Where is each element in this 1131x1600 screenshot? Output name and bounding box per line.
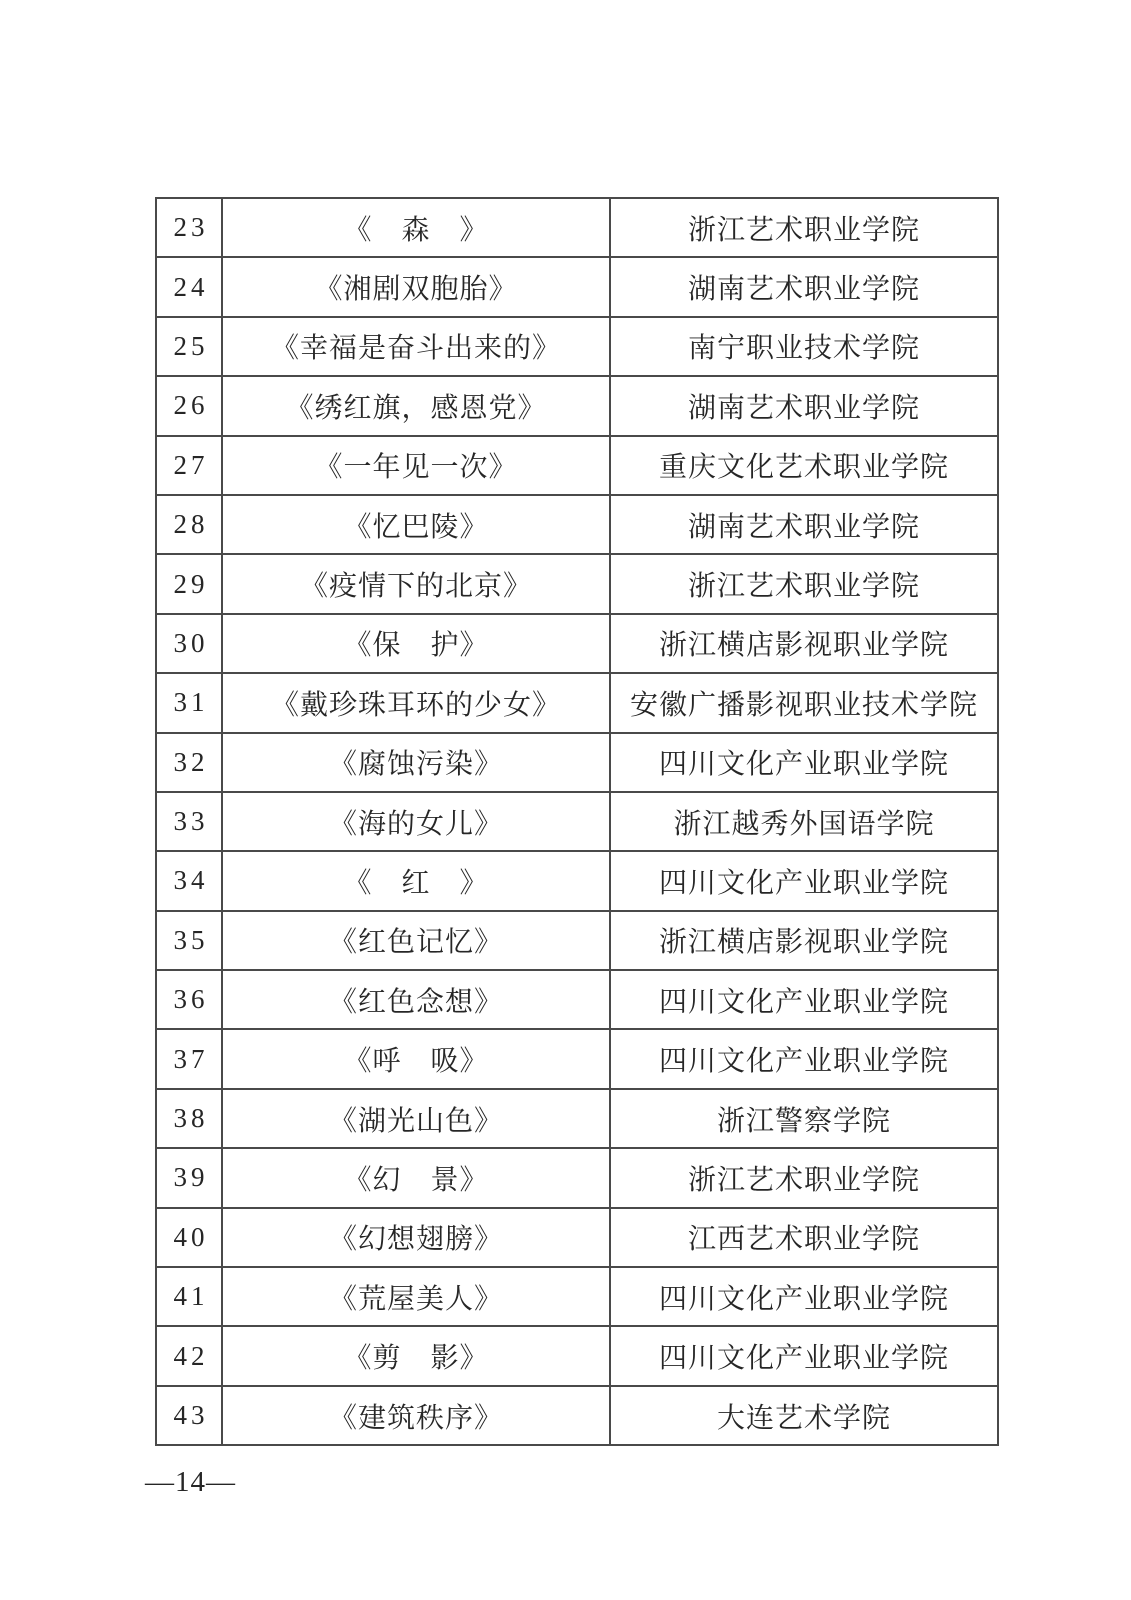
table-row (156, 851, 998, 910)
row-number-cell: 25 (156, 317, 222, 376)
work-title-cell: 《幸福是奋斗出来的》 (222, 317, 610, 376)
row-number-cell: 33 (156, 792, 222, 851)
institution-cell: 四川文化产业职业学院 (610, 1267, 998, 1326)
institution-cell: 浙江艺术职业学院 (610, 1148, 998, 1207)
institution-cell: 南宁职业技术学院 (610, 317, 998, 376)
institution-cell: 浙江警察学院 (610, 1089, 998, 1148)
page-number: —14— (145, 1466, 236, 1498)
works-table (155, 197, 999, 1446)
work-title-cell: 《湘剧双胞胎》 (222, 257, 610, 316)
work-title-cell: 《红色念想》 (222, 970, 610, 1029)
row-number-cell: 30 (156, 614, 222, 673)
table-row (156, 1089, 998, 1148)
institution-cell: 四川文化产业职业学院 (610, 970, 998, 1029)
row-number-cell: 39 (156, 1148, 222, 1207)
row-number-cell: 40 (156, 1208, 222, 1267)
work-title-cell: 《呼 吸》 (222, 1029, 610, 1088)
institution-cell: 湖南艺术职业学院 (610, 376, 998, 435)
institution-cell: 四川文化产业职业学院 (610, 1326, 998, 1385)
table-row (156, 614, 998, 673)
table-row (156, 1208, 998, 1267)
work-title-cell: 《戴珍珠耳环的少女》 (222, 673, 610, 732)
row-number-cell: 28 (156, 495, 222, 554)
institution-cell: 湖南艺术职业学院 (610, 495, 998, 554)
table-row (156, 1386, 998, 1445)
table-row (156, 1148, 998, 1207)
work-title-cell: 《 森 》 (222, 198, 610, 257)
row-number-cell: 37 (156, 1029, 222, 1088)
row-number-cell: 35 (156, 911, 222, 970)
work-title-cell: 《荒屋美人》 (222, 1267, 610, 1326)
table-row (156, 1326, 998, 1385)
work-title-cell: 《保 护》 (222, 614, 610, 673)
row-number-cell: 38 (156, 1089, 222, 1148)
table-row (156, 733, 998, 792)
institution-cell: 四川文化产业职业学院 (610, 1029, 998, 1088)
row-number-cell: 29 (156, 554, 222, 613)
work-title-cell: 《红色记忆》 (222, 911, 610, 970)
row-number-cell: 42 (156, 1326, 222, 1385)
table-row (156, 792, 998, 851)
work-title-cell: 《腐蚀污染》 (222, 733, 610, 792)
table-row (156, 198, 998, 257)
table-row (156, 1267, 998, 1326)
institution-cell: 浙江艺术职业学院 (610, 554, 998, 613)
institution-cell: 浙江横店影视职业学院 (610, 614, 998, 673)
table-row (156, 1029, 998, 1088)
work-title-cell: 《幻想翅膀》 (222, 1208, 610, 1267)
institution-cell: 大连艺术学院 (610, 1386, 998, 1445)
table-row (156, 257, 998, 316)
row-number-cell: 32 (156, 733, 222, 792)
row-number-cell: 41 (156, 1267, 222, 1326)
institution-cell: 四川文化产业职业学院 (610, 851, 998, 910)
institution-cell: 浙江横店影视职业学院 (610, 911, 998, 970)
table-row (156, 554, 998, 613)
work-title-cell: 《湖光山色》 (222, 1089, 610, 1148)
institution-cell: 江西艺术职业学院 (610, 1208, 998, 1267)
work-title-cell: 《绣红旗，感恩党》 (222, 376, 610, 435)
work-title-cell: 《建筑秩序》 (222, 1386, 610, 1445)
work-title-cell: 《幻 景》 (222, 1148, 610, 1207)
table-row (156, 317, 998, 376)
row-number-cell: 23 (156, 198, 222, 257)
work-title-cell: 《疫情下的北京》 (222, 554, 610, 613)
institution-cell: 浙江越秀外国语学院 (610, 792, 998, 851)
work-title-cell: 《忆巴陵》 (222, 495, 610, 554)
table-row (156, 376, 998, 435)
row-number-cell: 31 (156, 673, 222, 732)
institution-cell: 重庆文化艺术职业学院 (610, 436, 998, 495)
work-title-cell: 《海的女儿》 (222, 792, 610, 851)
works-table-body (156, 198, 998, 1445)
institution-cell: 安徽广播影视职业技术学院 (610, 673, 998, 732)
institution-cell: 浙江艺术职业学院 (610, 198, 998, 257)
row-number-cell: 43 (156, 1386, 222, 1445)
table-row (156, 970, 998, 1029)
institution-cell: 四川文化产业职业学院 (610, 733, 998, 792)
work-title-cell: 《一年见一次》 (222, 436, 610, 495)
row-number-cell: 36 (156, 970, 222, 1029)
table-row (156, 673, 998, 732)
row-number-cell: 27 (156, 436, 222, 495)
work-title-cell: 《剪 影》 (222, 1326, 610, 1385)
row-number-cell: 24 (156, 257, 222, 316)
institution-cell: 湖南艺术职业学院 (610, 257, 998, 316)
row-number-cell: 26 (156, 376, 222, 435)
row-number-cell: 34 (156, 851, 222, 910)
table-row (156, 911, 998, 970)
table-row (156, 436, 998, 495)
table-row (156, 495, 998, 554)
work-title-cell: 《 红 》 (222, 851, 610, 910)
